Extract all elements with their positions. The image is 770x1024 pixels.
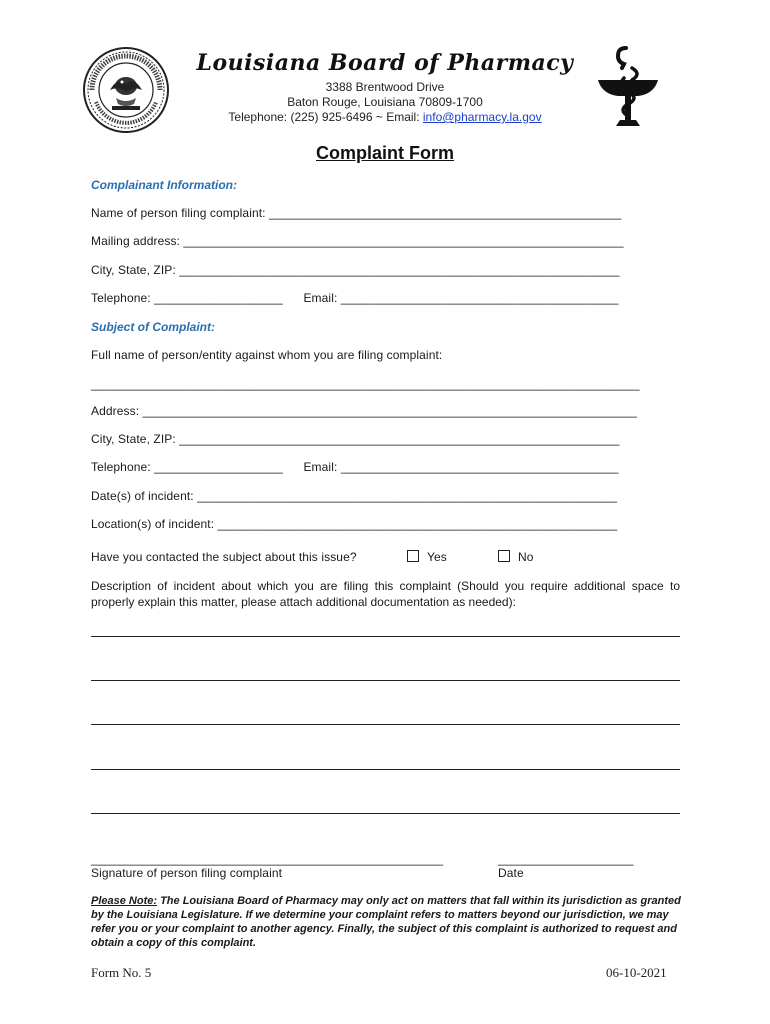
complainant-city-field[interactable]: City, State, ZIP: _________________________________________________________________ <box>91 263 620 277</box>
contact-prefix: Telephone: (225) 925-6496 ~ Email: <box>228 110 423 124</box>
complainant-phone-email-field[interactable]: Telephone: ___________________ Email: _________________________________________ <box>91 291 619 305</box>
form-title: Complaint Form <box>316 143 454 163</box>
no-checkbox[interactable] <box>498 550 510 562</box>
contact-line <box>160 110 610 124</box>
complainant-mailing-field[interactable]: Mailing address: _________________________________________________________________ <box>91 234 624 248</box>
date-label: Date <box>498 866 524 880</box>
description-instructions: Description of incident about which you are filing this complaint (Should you require additional space to properly explain this matter, please attach additional documentation as needed): <box>91 579 680 609</box>
subject-city-field[interactable]: City, State, ZIP: _________________________________________________________________ <box>91 432 620 446</box>
state-seal-icon <box>82 46 170 134</box>
form-date: 06-10-2021 <box>606 965 667 980</box>
note-text: The Louisiana Board of Pharmacy may only act on matters that fall within its jurisdiction as granted by the Louisiana Legislature. If we determine your complaint refers to matters beyond our jurisdiction, we may refer you or your complaint to another agency. Finally, the subject of this complaint is authorized to request and obtain a copy of this complaint. <box>91 895 681 949</box>
subject-heading: Subject of Complaint: <box>91 320 215 334</box>
description-line-1[interactable] <box>91 636 680 637</box>
board-title: Louisiana Board of Pharmacy <box>196 50 574 76</box>
signature-field[interactable]: ____________________________________________________ <box>91 852 444 866</box>
incident-locations-field[interactable]: Location(s) of incident: ___________________________________________________________ <box>91 517 618 531</box>
no-label: No <box>518 550 534 564</box>
address-line-2: Baton Rouge, Louisiana 70809-1700 <box>287 95 483 109</box>
description-line-3[interactable] <box>91 724 680 725</box>
address-line-1: 3388 Brentwood Drive <box>325 80 445 94</box>
email-link[interactable]: info@pharmacy.la.gov <box>422 110 542 124</box>
description-line-4[interactable] <box>91 769 680 770</box>
contacted-question: Have you contacted the subject about this issue? <box>91 550 357 564</box>
complainant-name-field[interactable]: Name of person filing complaint: ____________________________________________________ <box>91 206 622 220</box>
subject-fullname-field[interactable]: _________________________________________________________________________________ <box>91 377 640 391</box>
description-line-2[interactable] <box>91 680 680 681</box>
yes-checkbox[interactable] <box>407 550 419 562</box>
yes-label: Yes <box>427 550 447 564</box>
date-field[interactable]: ____________________ <box>498 852 634 866</box>
complainant-heading: Complainant Information: <box>91 178 237 192</box>
yes-option[interactable] <box>407 550 447 564</box>
subject-phone-email-field[interactable]: Telephone: ___________________ Email: _________________________________________ <box>91 460 619 474</box>
no-option[interactable] <box>498 550 534 564</box>
note-label: Please Note: <box>91 895 158 907</box>
subject-address-field[interactable]: Address: _________________________________________________________________________ <box>91 404 638 418</box>
please-note <box>91 894 681 950</box>
description-line-5[interactable] <box>91 813 680 814</box>
form-number: Form No. 5 <box>91 965 152 980</box>
subject-fullname-label: Full name of person/entity against whom you are filing complaint: <box>91 348 443 362</box>
incident-dates-field[interactable]: Date(s) of incident: ______________________________________________________________ <box>91 489 618 503</box>
signature-label: Signature of person filing complaint <box>91 866 283 880</box>
